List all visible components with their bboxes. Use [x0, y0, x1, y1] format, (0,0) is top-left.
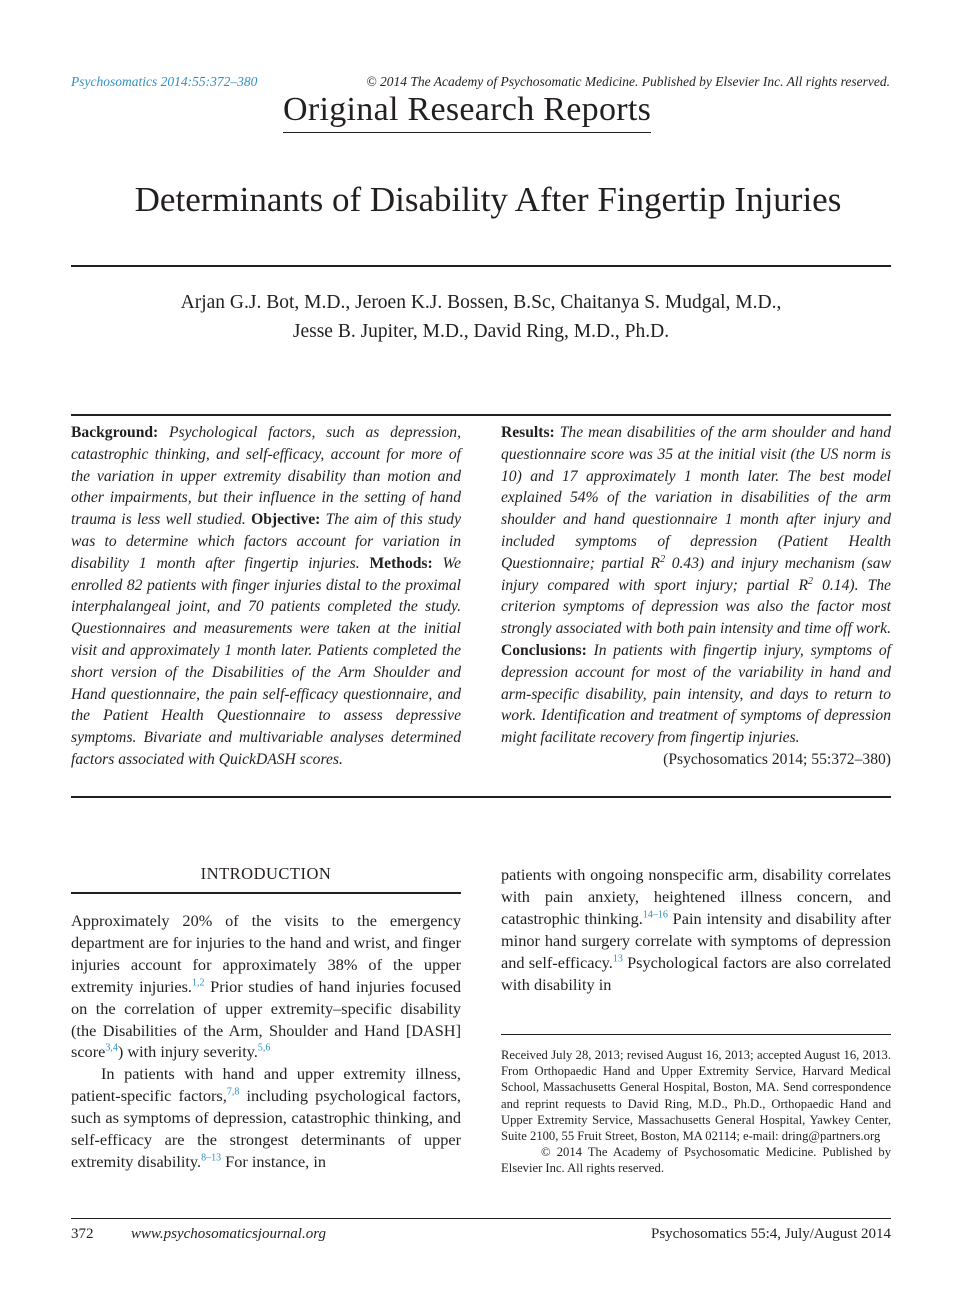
- intro-p2-text-c: For instance, in: [221, 1151, 326, 1171]
- abstract-right-column: [501, 422, 891, 771]
- abstract-reference: (Psychosomatics 2014; 55:372–380): [663, 750, 891, 768]
- conclusions-text: In patients with fingertip injury, symptoms of depression account for most of the variability in hand and arm-specific disability, pain intensity, and days to return to work. Identification and treatment of symptoms of depression might facilitate recovery from fingertip injuries.: [501, 641, 891, 747]
- footer-rule: [71, 1218, 891, 1219]
- abstract-left-column: [71, 422, 461, 771]
- intro-paragraph-continued: [501, 864, 891, 995]
- results-superscript-2: 2: [808, 575, 813, 587]
- body-right-column: [501, 864, 891, 995]
- article-title: Determinants of Disability After Fingertip Injuries: [134, 180, 842, 219]
- intro-p2-text-b: including psychological factors, such as symptoms of depression, catastrophic thinking, and self-efficacy are the strongest determinants of upper extremity disability.: [71, 1086, 461, 1171]
- intro-paragraph-1: [71, 910, 461, 1063]
- abstract-top-rule: [71, 414, 891, 416]
- header-copyright: © 2014 The Academy of Psychosomatic Medicine. Published by Elsevier Inc. All rights reserved.: [366, 74, 890, 89]
- intro-r1-text-a: patients with ongoing nonspecific arm, disability correlates with pain anxiety, heightened illness concern, and catastrophic thinking.: [501, 865, 891, 928]
- reference-link[interactable]: 13: [612, 953, 623, 965]
- journal-citation[interactable]: Psychosomatics 2014:55:372–380: [71, 74, 258, 89]
- objective-label: Objective:: [251, 511, 321, 529]
- authors-line-2: Jesse B. Jupiter, M.D., David Ring, M.D., Ph.D.: [292, 321, 670, 342]
- authors-line-1: Arjan G.J. Bot, M.D., Jeroen K.J. Bossen, B.Sc, Chaitanya S. Mudgal, M.D.,: [180, 292, 782, 313]
- footnote-copyright: © 2014 The Academy of Psychosomatic Medicine. Published by Elsevier Inc. All rights reserved.: [501, 1145, 891, 1176]
- reference-link[interactable]: 3,4: [105, 1043, 118, 1055]
- objective-text: The aim of this study was to determine which factors account for variation in disability 1 month after fingertip injuries.: [71, 511, 462, 572]
- intro-r1-text-c: Psychological factors are also correlated with disability in: [501, 952, 892, 994]
- results-superscript-1: 2: [660, 553, 666, 565]
- reference-link[interactable]: 1,2: [191, 977, 205, 989]
- reference-link[interactable]: 5,6: [257, 1043, 271, 1055]
- page-number: 372: [71, 1226, 94, 1242]
- footnote-received: Received July 28, 2013; revised August 16, 2013; accepted August 16, 2013. From Orthopaedic Hand and Upper Extremity Service, Harvard Medical School, Massachusetts General Hospital, Boston, MA. Send correspondence and reprint requests to David Ring, M.D., Ph.D., Orthopaedic Hand and Upper Extremity Service, Massachusetts General Hospital, Yawkey Center, Suite 2100, 55 Fruit Street, Boston, MA 02114; e-mail: dring@partners.org: [501, 1048, 891, 1144]
- abstract-bottom-rule: [71, 796, 891, 798]
- methods-label: Methods:: [369, 554, 433, 572]
- author-list: [71, 288, 891, 346]
- results-label: Results:: [501, 424, 555, 441]
- results-text-a: The mean disabilities of the arm shoulder and hand questionnaire score was 35 at the initial visit (the US norm is 10) and 17 approximately 1 month later. The best model explained 54% of the variation in disabilities of the arm shoulder and hand questionnaire 1 month after injury and included symptoms of depression (Patient Health Questionnaire; partial R: [501, 424, 891, 572]
- introduction-rule: [71, 892, 461, 894]
- journal-issue: Psychosomatics 55:4, July/August 2014: [650, 1226, 891, 1242]
- reference-link[interactable]: 14–16: [642, 909, 668, 921]
- methods-text: We enrolled 82 patients with finger injuries distal to the proximal interphalangeal joint, and 70 patients completed the study. Questionnaires and measurements were taken at the initial visit and approximately 1 month later. Patients completed the short version of the Disabilities of the Arm Shoulder and Hand questionnaire, the pain self-efficacy questionnaire, and the Patient Health Questionnaire to assess depressive symptoms. Bivariate and multivariable analyses determined factors associated with QuickDASH scores.: [71, 554, 462, 768]
- results-text-c: 0.14). The criterion symptoms of depression was also the factor most strongly associated with both pain intensity and time off work.: [501, 576, 891, 638]
- intro-p1-text-a: Approximately 20% of the visits to the emergency department are for injuries to the hand and wrist, and finger injuries account for approximately 38% of the upper extremity injuries.: [71, 911, 461, 996]
- background-label: Background:: [71, 424, 159, 441]
- conclusions-label: Conclusions:: [501, 641, 587, 659]
- reference-link[interactable]: 7,8: [226, 1086, 240, 1098]
- results-text-b: 0.43) and injury mechanism (saw injury compared with sport injury; partial R: [501, 554, 891, 594]
- section-heading: Original Research Reports: [283, 90, 651, 133]
- footnote-rule: [501, 1034, 891, 1035]
- intro-p1-text-c: ) with injury severity.: [117, 1042, 258, 1062]
- intro-r1-text-b: Pain intensity and disability after minor hand surgery correlate with symptoms of depression and self-efficacy.: [501, 908, 891, 972]
- reference-link[interactable]: 8–13: [201, 1152, 222, 1164]
- intro-paragraph-2: [71, 1063, 461, 1173]
- intro-p2-text-a: In patients with hand and upper extremity illness, patient-specific factors,: [71, 1064, 461, 1106]
- title-rule: [71, 265, 891, 267]
- body-left-column: [71, 910, 461, 1173]
- intro-p1-text-b: Prior studies of hand injuries focused on the correlation of upper extremity–specific disability (the Disabilities of the Arm, Shoulder and Hand [DASH] score: [71, 976, 462, 1062]
- introduction-heading: INTRODUCTION: [200, 864, 332, 883]
- background-text: Psychological factors, such as depression, catastrophic thinking, and self-efficacy, account for more of the variation in upper extremity disability than motion and other impairments, but their influence in the setting of hand trauma is less well studied.: [71, 424, 462, 529]
- article-footnote: [501, 1047, 891, 1177]
- journal-website-link[interactable]: www.psychosomaticsjournal.org: [131, 1226, 327, 1242]
